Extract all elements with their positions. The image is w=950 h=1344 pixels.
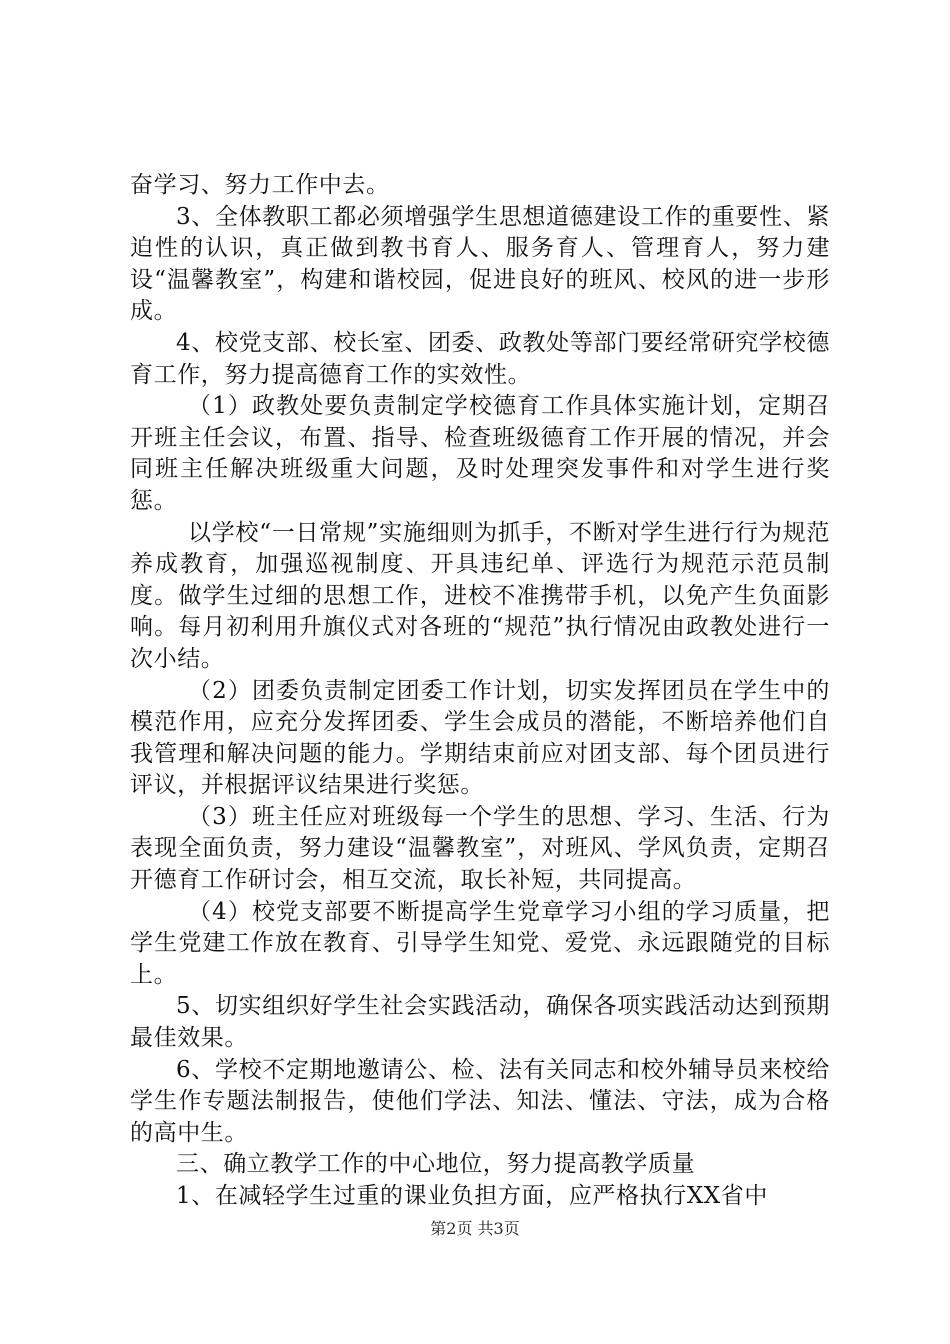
paragraph-continuation: 奋学习、努力工作中去。	[130, 172, 390, 198]
section-heading-3: 三、确立教学工作的中心地位，努力提高教学质量	[176, 1151, 696, 1178]
paragraph-item-5: 5、切实组织好学生社会实践活动，确保各项实践活动达到预期最佳效果。	[130, 993, 830, 1052]
paragraph-subitem-3: （3）班主任应对班级每一个学生的思想、学习、生活、行为表现全面负责，努力建设“温馨教室”，对班风、学风负责，定期召开德育工作研讨会，相互交流，取长补短，共同提高。	[130, 803, 830, 894]
document-body	[130, 170, 830, 1213]
paragraph-item-3: 3、全体教职工都必须增强学生思想道德建设工作的重要性、紧迫性的认识，真正做到教书育人、服务育人、管理育人，努力建设“温馨教室”，构建和谐校园，促进良好的班风、校风的进一步形成。	[130, 203, 830, 325]
paragraph-item-6: 6、学校不定期地邀请公、检、法有关同志和校外辅导员来校给学生作专题法制报告，使他们学法、知法、懂法、守法，成为合格的高中生。	[130, 1056, 830, 1146]
paragraph-item-1: 1、在减轻学生过重的课业负担方面，应严格执行XX省中	[176, 1183, 768, 1209]
paragraph-item-4: 4、校党支部、校长室、团委、政教处等部门要经常研究学校德育工作，努力提高德育工作的实效性。	[130, 329, 830, 388]
page-footer: 第2页 共3页	[430, 1219, 520, 1238]
paragraph-subitem-1: （1）政教处要负责制定学校德育工作具体实施计划，定期召开班主任会议，布置、指导、检查班级德育工作开展的情况，并会同班主任解决班级重大问题，及时处理突发事件和对学生进行奖惩。	[130, 393, 830, 514]
paragraph-subitem-4: （4）校党支部要不断提高学生党章学习小组的学习质量，把学生党建工作放在教育、引导学生知党、爱党、永远跟随党的目标上。	[130, 898, 830, 988]
paragraph-subitem-2: （2）团委负责制定团委工作计划，切实发挥团员在学生中的模范作用，应充分发挥团委、学生会成员的潜能，不断培养他们自我管理和解决问题的能力。学期结束前应对团支部、每个团员进行评议，并根据评议结果进行奖惩。	[130, 677, 830, 799]
paragraph-daily-rules: 以学校“一日常规”实施细则为抓手，不断对学生进行行为规范养成教育，加强巡视制度、开具违纪单、评选行为规范示范员制度。做学生过细的思想工作，进校不准携带手机，以免产生负面影响。每月初利用升旗仪式对各班的“规范”执行情况由政教处进行一次小结。	[130, 519, 830, 672]
